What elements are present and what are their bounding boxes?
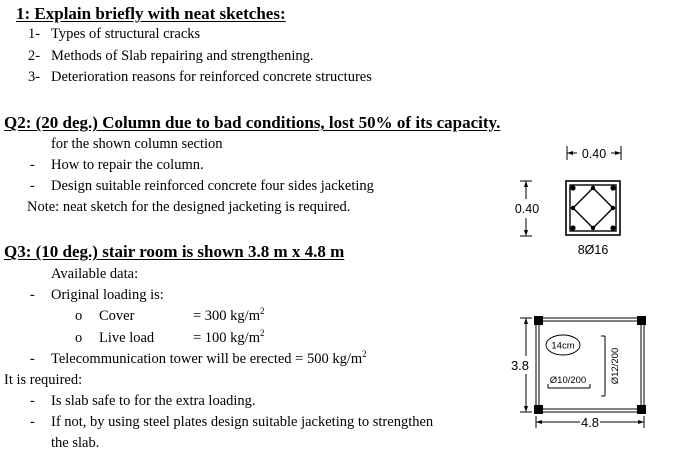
load-name: Live load	[99, 330, 155, 346]
q2-bullet-mark: -	[30, 157, 35, 173]
q3-req-mark: -	[30, 414, 35, 430]
side-rebar-label: Ø12/200	[610, 347, 621, 385]
q2-bullet-mark: -	[30, 178, 35, 194]
corner-column	[534, 405, 543, 414]
q3-title: Q3: (10 deg.) stair room is shown 3.8 m x 4.8 m	[4, 242, 345, 261]
slab-outline	[536, 318, 644, 412]
q1-item-text: Types of structural cracks	[51, 26, 201, 42]
bottom-rebar-label: Ø10/200	[549, 375, 587, 386]
column-width-label: 0.40	[581, 147, 607, 161]
q2-bullet-text: Design suitable reinforced concrete four sides jacketing	[51, 178, 374, 194]
q2-bullet-text: How to repair the column.	[51, 157, 204, 173]
width-dimension	[567, 146, 621, 161]
corner-column	[534, 316, 543, 325]
q3-req-text: If not, by using steel plates design suitable jacketing to strengthen	[51, 414, 434, 430]
height-dimension	[515, 181, 539, 236]
q3-req-text: Is slab safe to for the extra loading.	[51, 393, 256, 409]
q1-title: 1: Explain briefly with neat sketches:	[16, 4, 286, 23]
q1-item-num: 3-	[28, 69, 41, 85]
q3-req-continuation: the slab.	[51, 435, 100, 451]
slab-width-label: 4.8	[580, 415, 600, 430]
q3-req-mark: -	[30, 393, 35, 409]
load-value: = 100 $kg/m^2$	[193, 328, 265, 346]
q1-item-text: Deterioration reasons for reinforced concrete structures	[51, 69, 372, 85]
load-bullet: o	[75, 308, 83, 324]
load-bullet: o	[75, 330, 83, 346]
q1-item-num: 1-	[28, 26, 41, 42]
load-value: = 300 $kg/m^2$	[193, 306, 265, 324]
q1-item-num: 2-	[28, 48, 41, 64]
load-name: Cover	[99, 308, 135, 324]
column-height-label: 0.40	[514, 202, 540, 216]
q2-title: Q2: (20 deg.) Column due to bad conditions, lost 50% of its capacity.	[4, 113, 501, 132]
q3-telecom-mark: -	[30, 351, 35, 367]
q1-item-text: Methods of Slab repairing and strengthening.	[51, 48, 314, 64]
corner-column	[637, 405, 646, 414]
q3-loading-mark: -	[30, 287, 35, 303]
rebar-label: 8Ø16	[577, 243, 609, 257]
slab-height-label: 3.8	[510, 358, 530, 373]
q3-loading-label: Original loading is:	[51, 287, 164, 303]
q3-telecom-text: Telecommunication tower will be erected = 500 $kg/m^2$	[51, 349, 367, 367]
q2-note: Note: neat sketch for the designed jacketing is required.	[27, 199, 351, 215]
corner-column	[637, 316, 646, 325]
slab-figure	[511, 316, 646, 430]
q3-required: It is required:	[4, 372, 83, 388]
q2-intro: for the shown column section	[51, 136, 223, 152]
slab-thickness-label: 14cm	[551, 340, 575, 352]
q3-available: Available data:	[51, 266, 139, 282]
